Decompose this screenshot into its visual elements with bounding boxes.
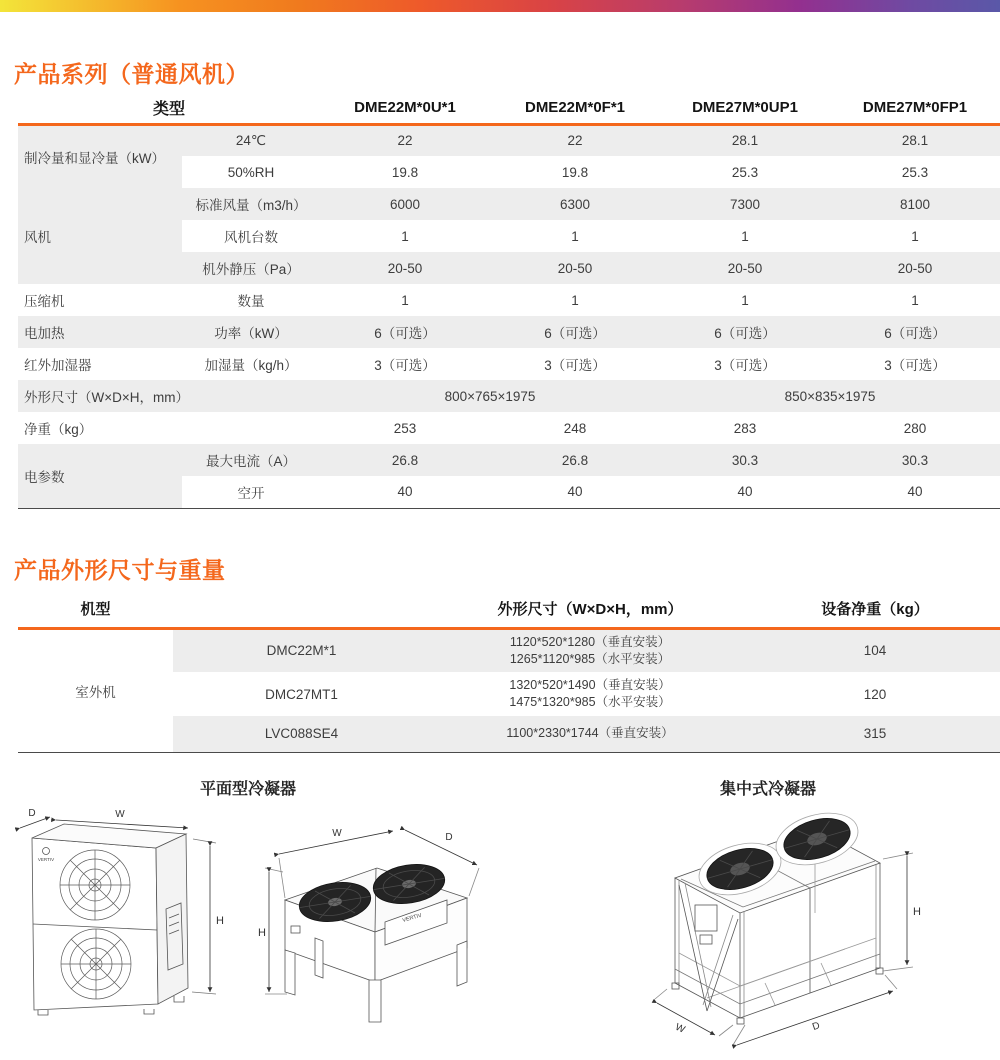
cell-value: 40 <box>397 484 413 500</box>
caption-central-condenser: 集中式冷凝器 <box>719 781 816 798</box>
sub-label: 风机台数 <box>224 230 278 245</box>
cell-value: 20-50 <box>830 252 1000 284</box>
svg-text:VERTIV: VERTIV <box>37 857 55 862</box>
caption-flat-condenser: 平面型冷凝器 <box>199 781 296 798</box>
cell-value: 6000 <box>320 188 490 220</box>
drawing-vertical-condenser <box>8 806 226 1023</box>
cell-value: 26.8 <box>320 444 490 476</box>
sub-label: 机外静压（Pa） <box>182 252 320 284</box>
cell-value: 19.8 <box>561 164 589 180</box>
cell-value: 40 <box>567 484 583 500</box>
dimensions-weight-table <box>18 590 1000 753</box>
group-label-fan: 风机 <box>18 188 182 284</box>
column-header-net-weight: 设备净重（kg） <box>821 600 929 618</box>
cell-value: 1 <box>911 292 919 308</box>
cell-value: 20-50 <box>490 252 660 284</box>
dimension-line: 1120*520*1280（垂直安装） <box>509 634 671 649</box>
dim-label-w: W <box>673 1021 687 1036</box>
group-label-dimensions: 外形尺寸（W×D×H，mm） <box>18 380 320 412</box>
control-box <box>695 905 717 931</box>
product-series-table <box>18 92 1000 509</box>
fan-grille-top <box>60 850 130 920</box>
dimension-line: 1475*1320*985（水平安装） <box>509 695 671 709</box>
svg-text:VERTIV: VERTIV <box>401 912 423 924</box>
cell-value: 3（可选） <box>374 358 436 373</box>
cell-dimensions <box>430 628 750 672</box>
cell-value: 28.1 <box>660 124 830 156</box>
table-row-airflow <box>18 188 1000 220</box>
cell-weight: 104 <box>750 628 1000 672</box>
dimension-line: 1100*2330*1744（垂直安装） <box>506 726 674 741</box>
dim-label-h: H <box>216 915 224 927</box>
cell-value: 30.3 <box>830 444 1000 476</box>
cell-value: 40 <box>907 484 923 500</box>
cell-value: 3（可选） <box>884 358 946 373</box>
table-row-heater <box>18 316 1000 348</box>
sub-label: 数量 <box>237 294 265 309</box>
sub-label: 标准风量（m3/h） <box>182 188 320 220</box>
group-label-outdoor-unit: 室外机 <box>75 684 116 700</box>
table-row-compressor <box>18 284 1000 316</box>
table-row-net-weight <box>18 412 1000 444</box>
column-header-model-2: DME22M*0F*1 <box>524 98 626 116</box>
cell-value-dims-27: 850×835×1975 <box>660 380 1000 412</box>
sub-label: 空开 <box>237 485 265 501</box>
cell-value: 6（可选） <box>660 316 830 348</box>
dim-label-w: W <box>332 828 342 839</box>
column-header-model-3: DME27M*0UP1 <box>692 98 798 116</box>
cell-value: 25.3 <box>731 164 759 180</box>
cell-value: 26.8 <box>490 444 660 476</box>
dim-label-w: W <box>115 809 125 820</box>
cell-value: 6（可选） <box>320 316 490 348</box>
column-header-dimensions: 外形尺寸（W×D×H，mm） <box>497 600 683 618</box>
cell-value: 7300 <box>660 188 830 220</box>
cell-value: 1 <box>571 292 579 308</box>
cell-value: 3（可选） <box>544 358 606 373</box>
cell-value: 28.1 <box>830 124 1000 156</box>
dimension-line: 1320*520*1490（垂直安装） <box>509 678 671 693</box>
sub-label: 最大电流（A） <box>182 444 320 476</box>
table-row-cooling-24c <box>18 124 1000 156</box>
column-header-model-1: DME22M*0U*1 <box>354 98 456 116</box>
drawing-flat-condenser <box>253 810 491 1030</box>
cell-value: 6（可选） <box>830 316 1000 348</box>
fan-grille-bottom <box>61 929 131 999</box>
cell-value: 20-50 <box>660 252 830 284</box>
gradient-brand-bar <box>0 0 1000 12</box>
dim-label-h: H <box>258 927 266 939</box>
column-header-model-4: DME27M*0FP1 <box>862 98 968 116</box>
cell-value: 248 <box>563 420 587 436</box>
cell-value: 6300 <box>490 188 660 220</box>
dim-label-d: D <box>445 832 453 843</box>
cell-value: 283 <box>733 420 757 436</box>
column-header-unit-type: 机型 <box>80 600 111 618</box>
group-label-electrical: 电参数 <box>18 444 182 508</box>
cell-value: 8100 <box>830 188 1000 220</box>
sub-label: 50%RH <box>227 164 275 180</box>
cell-model: DMC22M*1 <box>173 628 430 672</box>
cell-value: 253 <box>393 420 417 436</box>
table-row-humidifier <box>18 348 1000 380</box>
table-header-row <box>18 92 1000 124</box>
cell-value: 19.8 <box>391 164 419 180</box>
cell-weight: 315 <box>750 716 1000 752</box>
cell-weight: 120 <box>863 686 887 702</box>
sub-label: 加湿量（kg/h） <box>204 358 298 373</box>
dimension-line: 1265*1120*985（水平安装） <box>509 651 671 666</box>
column-header-type: 类型 <box>153 100 186 118</box>
cell-value: 30.3 <box>660 444 830 476</box>
cell-value-dims-22: 800×765×1975 <box>320 380 660 412</box>
sub-label: 24℃ <box>182 124 320 156</box>
cell-value: 22 <box>490 124 660 156</box>
cell-value: 20-50 <box>320 252 490 284</box>
cell-value: 1 <box>571 228 579 244</box>
cell-value: 3（可选） <box>714 358 776 373</box>
dim-label-d: D <box>810 1020 822 1034</box>
group-label-heater: 电加热 <box>18 316 182 348</box>
cell-value: 1 <box>401 228 409 244</box>
section-title-product-series: 产品系列（普通风机） <box>14 61 249 87</box>
dim-label-h: H <box>913 906 921 918</box>
table-row-dmc22m <box>18 628 1000 672</box>
cell-value: 40 <box>737 484 753 500</box>
group-label-compressor: 压缩机 <box>24 294 65 309</box>
group-label-cooling: 制冷量和显冷量（kW） <box>18 124 182 188</box>
cell-dimensions <box>430 672 750 716</box>
cell-value: 1 <box>741 228 749 244</box>
cell-value: 1 <box>911 228 919 244</box>
group-label-weight: 净重（kg） <box>24 422 93 437</box>
cell-value: 22 <box>320 124 490 156</box>
table-row-dimensions <box>18 380 1000 412</box>
cell-value: 25.3 <box>901 164 929 180</box>
cell-value: 1 <box>401 292 409 308</box>
cell-value: 1 <box>741 292 749 308</box>
table-row-max-current <box>18 444 1000 476</box>
cell-value: 6（可选） <box>490 316 660 348</box>
group-label-humidifier: 红外加湿器 <box>24 358 92 373</box>
cell-dimensions <box>430 716 750 752</box>
table-header-row <box>18 590 1000 628</box>
cell-model: DMC27MT1 <box>265 686 338 702</box>
section-title-dimensions-weight: 产品外形尺寸与重量 <box>14 557 226 583</box>
cell-value: 280 <box>903 420 927 436</box>
cell-model: LVC088SE4 <box>173 716 430 752</box>
sub-label: 功率（kW） <box>182 316 320 348</box>
column-header-model <box>173 590 430 628</box>
drawing-central-condenser <box>645 793 930 1060</box>
dim-label-d: D <box>28 808 36 819</box>
